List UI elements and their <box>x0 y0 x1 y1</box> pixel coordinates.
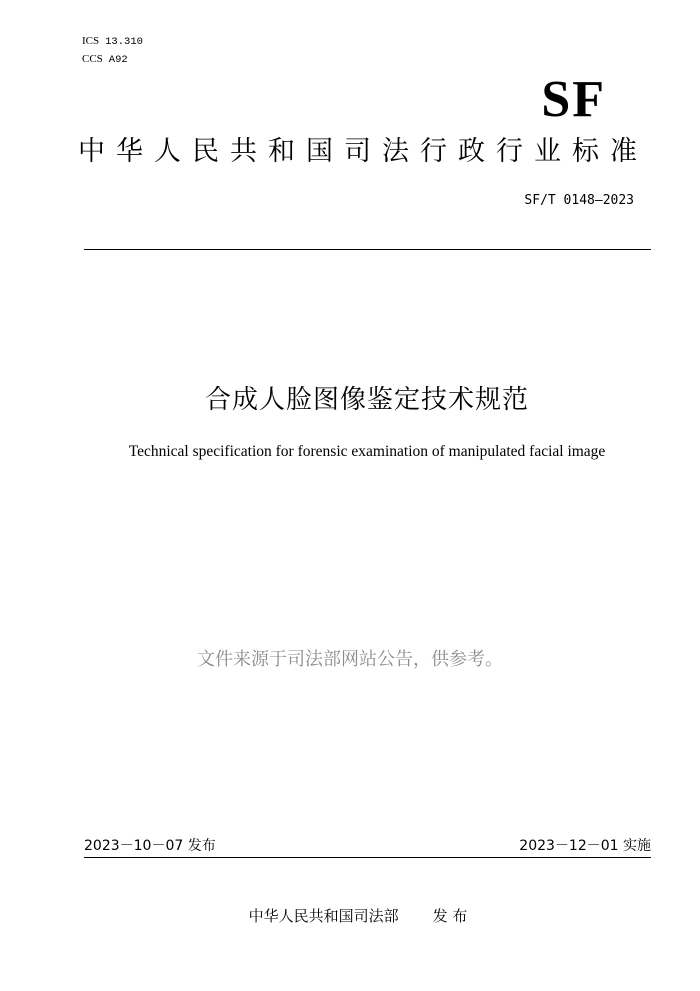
source-watermark: 文件来源于司法部网站公告，供参考。 <box>197 649 503 670</box>
issuer-line <box>0 905 700 927</box>
sf-logo: SF <box>541 71 606 128</box>
ics-value: 13.310 <box>105 36 143 48</box>
implementation-date: 2023－12－01 实施 <box>519 838 651 854</box>
footer-divider <box>84 857 651 858</box>
standard-category: 中华人民共和国司法行政行业标准 <box>78 136 648 167</box>
ccs-label: CCS <box>82 53 103 65</box>
issuer-action: 发 布 <box>432 907 468 925</box>
ics-label: ICS <box>82 35 100 47</box>
document-title-chinese: 合成人脸图像鉴定技术规范 <box>204 385 529 415</box>
ccs-code <box>82 53 128 66</box>
ccs-value: A92 <box>108 54 128 66</box>
document-title-english: Technical specification for forensic examination of manipulated facial image <box>128 443 606 460</box>
ics-code <box>82 35 143 48</box>
issuer-name: 中华人民共和国司法部 <box>248 907 399 925</box>
issue-date: 2023－10－07 发布 <box>84 838 216 854</box>
standard-number: SF/T 0148—2023 <box>524 193 634 208</box>
header-divider <box>84 249 651 250</box>
